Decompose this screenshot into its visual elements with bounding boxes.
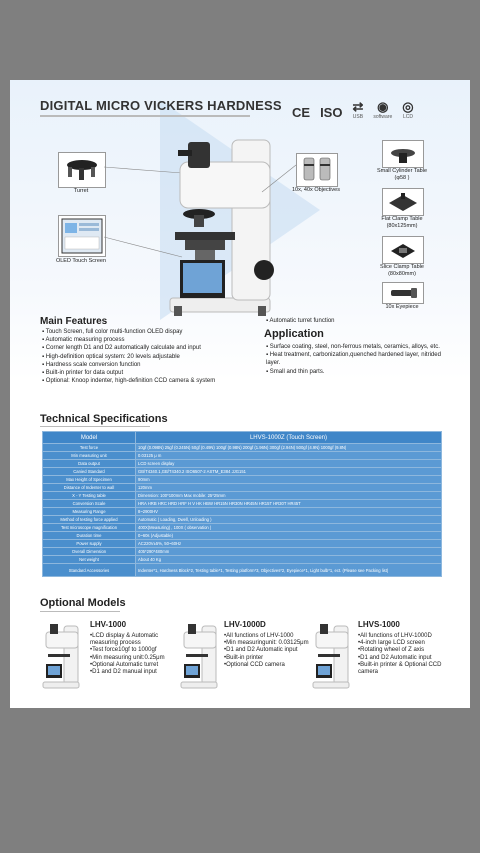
table-row: Canied Standard GB/T4340.1,GB/T4340.2 ISO6507-2 ASTM_E384 JJG151: [43, 468, 442, 476]
vickers-machine-image: [160, 120, 280, 320]
table-row: Standard Accessories Indenter*1, Hardness Block*2, Testing table*1, Testing platform*3, Objectives*2, Eyepiece*1, Light bulb*1, ect. (Please see Packing list): [43, 564, 442, 577]
model-name: LHVS-1000: [358, 620, 400, 629]
specs-underline: [40, 426, 150, 427]
specs-heading: Technical Specifications: [40, 413, 168, 425]
feature-item: ▪ Automatic turret function: [266, 317, 446, 325]
iso-icon: ISO: [320, 105, 343, 120]
feature-item: ▪ High-definition optical system: 20 levels adjustable: [42, 353, 262, 361]
list-item: • D1 and D2 Automatic input: [224, 647, 316, 654]
title-underline: [40, 115, 250, 117]
table-row: Overall Dimension 405*290*480mm: [43, 548, 442, 556]
table-row: Min measuring unit 0.03125 μ m: [43, 452, 442, 460]
application-heading: Application: [264, 328, 324, 340]
small-cylinder-table-label: Small Cylinder Table (φ58 ): [376, 168, 428, 181]
table-row: Duration time 0~60s (Adjustable): [43, 532, 442, 540]
brochure-page: [10, 80, 470, 708]
specs-table: [42, 431, 442, 577]
list-item: • All functions of LHV-1000D: [358, 633, 458, 640]
feature-item: ▪ Corner length D1 and D2 automatically calculate and input: [42, 344, 262, 352]
model-name: LHV-1000: [90, 620, 127, 629]
small-cylinder-table-image: [382, 140, 424, 168]
main-features-list: [42, 328, 262, 385]
list-item: • Optional Automatic turret: [90, 662, 172, 669]
list-item: • Optional CCD camera: [224, 662, 316, 669]
optional-models-underline: [40, 611, 120, 612]
application-item: ▪ Small and thin parts.: [266, 368, 444, 376]
model-card-lhv-1000d: [224, 620, 316, 669]
lcd-icon: ◎ LCD: [402, 99, 414, 120]
model-features: [224, 633, 316, 669]
lhv-1000-image: [40, 620, 80, 690]
objectives-image: [296, 153, 338, 187]
model-card-lhv-1000: [90, 620, 172, 676]
software-icon: ◉ software: [373, 99, 393, 120]
list-item: • Test force10gf to 1000gf: [90, 647, 172, 654]
list-item: • Min measuring unit:0.25μm: [90, 655, 172, 662]
extra-feature-list: [266, 317, 446, 325]
usb-icon: ⇄ USB: [352, 99, 364, 120]
list-item: • D1 and D2 Automatic input: [358, 655, 458, 662]
table-row: Conversion Scale HRA HRB HRC HRD HRF H V HK HBW HR15N HR30N HR45N HR15T HR30T HR45T: [43, 500, 442, 508]
table-row: Net weight About 40 Kg: [43, 556, 442, 564]
eyepiece-image: [382, 282, 424, 304]
feature-item: ▪ Touch Screen, full color multi-function OLED dispay: [42, 328, 262, 336]
lhv-1000d-image: [178, 620, 218, 690]
application-item: ▪ Surface coating, steel, non-ferrous metals, ceramics, alloys, etc.: [266, 343, 444, 351]
list-item: • Min measuringunit: 0.03125μm: [224, 640, 316, 647]
list-item: • Rotating wheel of Z axis: [358, 647, 458, 654]
feature-item: ▪ Automatic measuring process: [42, 336, 262, 344]
specs-header-row: [43, 432, 442, 444]
main-features-heading: Main Features: [40, 316, 108, 327]
model-name: LHV-1000D: [224, 620, 266, 629]
table-row: Distance of Indenter to wall 120mm: [43, 484, 442, 492]
model-features: [358, 633, 458, 676]
table-row: Test microscope magnification 400X(Measuring) , 100X ( observation ): [43, 524, 442, 532]
model-features: [90, 633, 172, 676]
optional-models-heading: Optional Models: [40, 597, 126, 609]
application-list: [266, 343, 444, 376]
list-item: • LCD display & Automatic measuring process: [90, 633, 172, 647]
table-row: X - Y Testing table Dimension: 100*100mm Max mobile: 25*25mm: [43, 492, 442, 500]
eyepiece-label: 10x Eyepiece: [385, 304, 419, 310]
oled-label: OLED Touch Screen: [55, 258, 107, 264]
table-row: Max Height of Specimen 90mm: [43, 476, 442, 484]
page-title: DIGITAL MICRO VICKERS HARDNESS: [40, 98, 282, 113]
list-item: • D1 and D2 manual input: [90, 669, 172, 676]
list-item: • Built-in printer & Optional CCD camera: [358, 662, 458, 676]
feature-item: ▪ Hardness scale conversion function: [42, 361, 262, 369]
model-card-lhvs-1000: [358, 620, 458, 676]
table-row: Data output LCD screen display: [43, 460, 442, 468]
application-item: ▪ Heat treatment, carbonization,quenched hardened layer, nitrided layer.: [266, 351, 444, 367]
flat-clamp-table-label: Flat Clamp Table (80x125mm): [381, 216, 423, 229]
ce-mark-icon: CE: [292, 105, 311, 120]
turret-image: [58, 152, 106, 188]
list-item: • Built-in printer: [224, 655, 316, 662]
flat-clamp-table-image: [382, 188, 424, 216]
table-row: Test force 10gf (0.098N) 25gf (0.245N) 50gf (0.49N) 100gf (0.98N) 200gf (1.96N) 300gf (2.94N) 500gf (4.9N) 1000gf (9.8N): [43, 444, 442, 452]
specs-col-value: LHVS-1000Z (Touch Screen): [136, 432, 442, 444]
certification-row: [292, 100, 414, 120]
list-item: • All functions of LHV-1000: [224, 633, 316, 640]
turret-label: Turret: [73, 188, 89, 194]
feature-item: ▪ Optional: Knoop indenter, high-definition CCD camera & system: [42, 377, 262, 385]
list-item: • 4-inch large LCD screen: [358, 640, 458, 647]
objectives-pointer: [260, 160, 298, 200]
feature-item: ▪ Built-in printer for data output: [42, 369, 262, 377]
slice-clamp-table-image: [382, 236, 424, 264]
table-row: Power supply AC220V±5%, 50~60Hz: [43, 540, 442, 548]
specs-col-model: Model: [43, 432, 136, 444]
objectives-label: 10x, 40x Objectives: [292, 187, 340, 193]
table-row: Method of testing force applied Automatic ( Loading, Dwell, Unloading ): [43, 516, 442, 524]
oled-screen-image: [58, 215, 106, 257]
table-row: Measuring Range 8~2900HV: [43, 508, 442, 516]
slice-clamp-table-label: Slice Clamp Table (80x80mm): [380, 264, 424, 277]
lhvs-1000-image: [310, 620, 350, 690]
